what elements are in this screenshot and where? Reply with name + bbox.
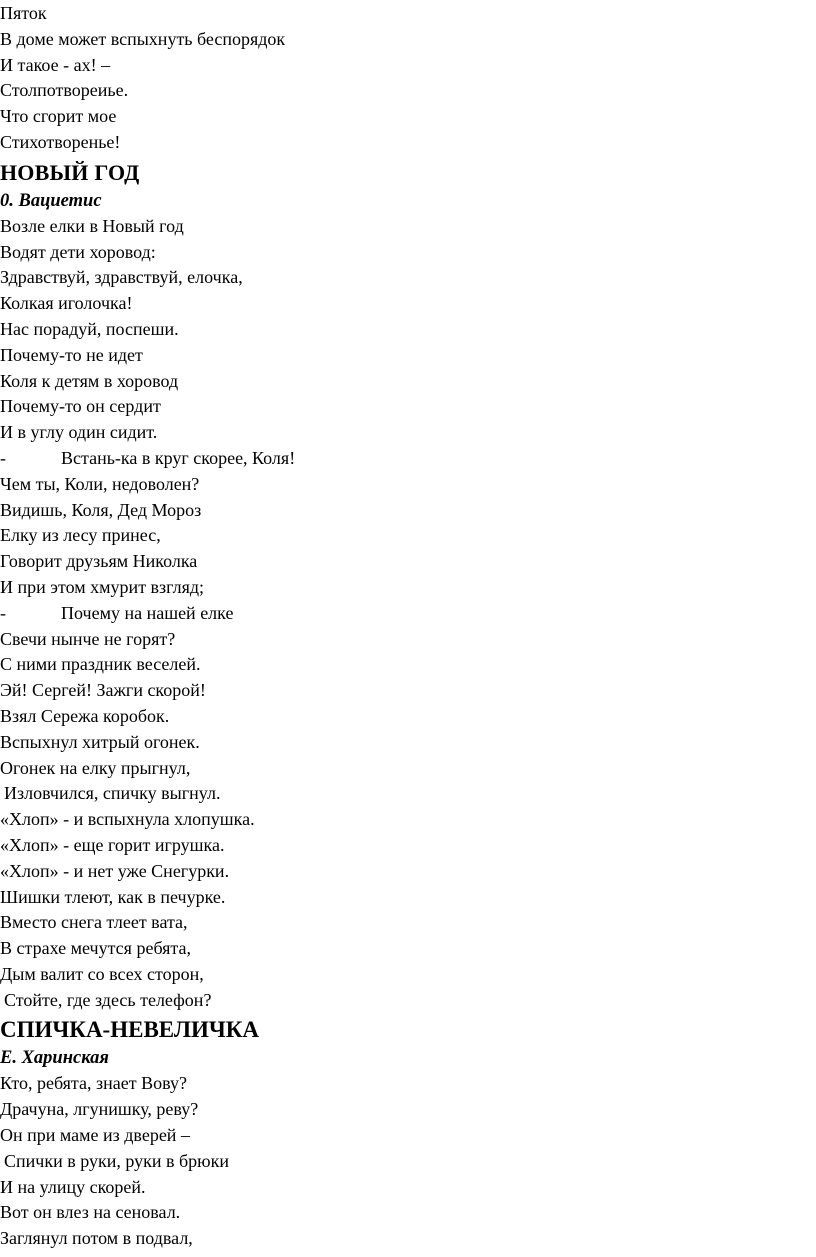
line-text: Почему-то не идет: [0, 344, 143, 365]
poem-line: [0, 678, 816, 704]
poem-line: [0, 601, 816, 627]
line-text: Почему-то он сердит: [0, 396, 161, 417]
poem-line: [0, 317, 816, 343]
poem-line: [0, 730, 816, 756]
line-text: Возле елки в Новый год: [0, 215, 184, 236]
poem-line: [0, 1149, 816, 1175]
poem-line: [0, 472, 816, 498]
line-text: Елку из лесу принес,: [0, 525, 161, 546]
dialogue-dash: -: [0, 447, 6, 468]
line-text: Стойте, где здесь телефон?: [4, 989, 212, 1010]
poem-line: [0, 575, 816, 601]
line-text: С ними праздник веселей.: [0, 654, 201, 675]
poem-author-kharinskaya: Е. Харинская: [0, 1048, 109, 1069]
poem-line: [0, 936, 816, 962]
poem-line: [0, 1175, 816, 1201]
line-text: Свечи нынче не горят?: [0, 628, 176, 649]
line-text: Коля к детям в хоровод: [0, 370, 179, 391]
poem-line: [0, 1226, 816, 1252]
line-text: И на улицу скорей.: [0, 1176, 146, 1197]
poem-line: [0, 652, 816, 678]
line-text: Вот он влез на сеновал.: [0, 1202, 181, 1223]
line-text: Вспыхнул хитрый огонек.: [0, 731, 200, 752]
line-text: «Хлоп» - еще горит игрушка.: [0, 834, 225, 855]
poem-line: [0, 1123, 816, 1149]
line-text: Эй! Сергей! Зажги скорой!: [0, 680, 206, 701]
line-text: Водят дети хоровод:: [0, 241, 156, 262]
line-text: Взял Сережа коробок.: [0, 705, 170, 726]
line-text: Огонек на елку прыгнул,: [0, 757, 191, 778]
poem-line: [0, 627, 816, 653]
poem-line: [0, 807, 816, 833]
poem-line: [0, 498, 816, 524]
poem-line: [0, 859, 816, 885]
poem-line: [0, 420, 816, 446]
line-text: Он при маме из дверей –: [0, 1125, 190, 1146]
poem-line: [0, 910, 816, 936]
poem-line: И такое - ах! –: [0, 54, 111, 75]
poem-lines-spichka: [0, 1071, 816, 1252]
line-text: «Хлоп» - и вспыхнула хлопушка.: [0, 809, 255, 830]
dialogue-dash: -: [0, 602, 6, 623]
poem-line: [0, 369, 816, 395]
poem-title-new-year: НОВЫЙ ГОД: [0, 159, 140, 185]
poem-line: Стихотворенье!: [0, 131, 121, 152]
poem-line: Пяток: [0, 3, 47, 23]
line-text: Драчуна, лгунишку, реву?: [0, 1099, 199, 1120]
line-text: И при этом хмурит взгляд;: [0, 576, 205, 597]
poem-line: [0, 549, 816, 575]
line-text: Встань-ка в круг скорее, Коля!: [61, 447, 296, 468]
poem-line: [0, 291, 816, 317]
line-text: Кто, ребята, знает Вову?: [0, 1073, 187, 1094]
line-text: Чем ты, Коли, недоволен?: [0, 473, 200, 494]
poem-line: [0, 1200, 816, 1226]
poem-author-vacietis: 0. Вациетис: [0, 190, 102, 211]
poem-line: [0, 704, 816, 730]
poem-line: [0, 240, 816, 266]
poem-line: [0, 214, 816, 240]
line-text: «Хлоп» - и нет уже Снегурки.: [0, 860, 230, 881]
poem-line: [0, 1097, 816, 1123]
poem-line: [0, 265, 816, 291]
poem-lines-new-year: [0, 214, 816, 1014]
line-text: Дым валит со всех сторон,: [0, 963, 204, 984]
line-text: Шишки тлеют, как в печурке.: [0, 886, 226, 907]
line-text: И в углу один сидит.: [0, 422, 158, 443]
poem-line: [0, 962, 816, 988]
poem-line: [0, 1071, 816, 1097]
poem-line: [0, 781, 816, 807]
poem-line: [0, 756, 816, 782]
poem-line: [0, 446, 816, 472]
poem-line: [0, 885, 816, 911]
line-text: Здравствуй, здравствуй, елочка,: [0, 267, 243, 288]
line-text: В страхе мечутся ребята,: [0, 938, 192, 959]
line-text: Изловчился, спичку выгнул.: [4, 783, 221, 804]
line-text: Нас порадуй, поспеши.: [0, 318, 179, 339]
poem-line: [0, 833, 816, 859]
line-text: Вместо снега тлеет вата,: [0, 912, 188, 933]
poem-title-spichka: СПИЧКА-НЕВЕЛИЧКА: [0, 1017, 260, 1043]
line-text: Почему на нашей елке: [61, 602, 234, 623]
line-text: Спички в руки, руки в брюки: [4, 1150, 229, 1171]
line-text: Говорит друзьям Николка: [0, 551, 198, 572]
line-text: Видишь, Коля, Дед Мороз: [0, 499, 202, 520]
poem-line: Что сгорит мое: [0, 106, 117, 127]
poem-line: В доме может вспыхнуть беспорядок: [0, 28, 286, 49]
poem-line: [0, 988, 816, 1014]
poem-line: [0, 523, 816, 549]
line-text: Колкая иголочка!: [0, 293, 133, 314]
poem-line: [0, 394, 816, 420]
poem-line: Столпотвореиье.: [0, 80, 129, 101]
top-stanza: [0, 1, 816, 156]
poem-line: [0, 343, 816, 369]
line-text: Заглянул потом в подвал,: [0, 1228, 193, 1249]
